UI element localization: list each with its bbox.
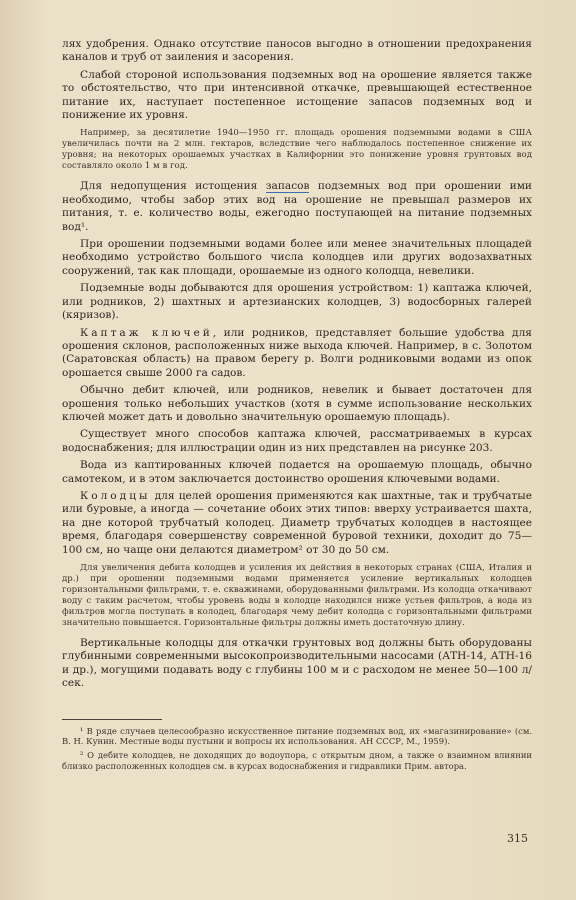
paragraph: [62, 490, 532, 557]
text-run: Для недопущения истощения: [80, 180, 266, 193]
note-paragraph: Например, за десятилетие 1940—1950 гг. площадь орошения подземными водами в США увеличилась почти на 2 млн. гектаров, вследствие чего наблюдалось постепенное снижение их уровня; на некоторых орошаемых участках в Калифорнии это понижение уровня грунтовых вод составляло около 1 м в год.: [62, 128, 532, 172]
note-paragraph: Для увеличения дебита колодцев и усиления их действия в некоторых странах (США, Италия и др.) при орошении подземными водами применяется усиление вертикальных колодцев горизонтальными фильтрами, т. е. скважинами, оборудованными фильтрами. Из колодца откачивают воду с таким расчетом, чтобы уровень воды в колодце находился ниже устьев фильтров, а вода из фильтров могла поступать в колодец, благодаря чему дебит колодца с горизонтальными фильтрами значительно повышается. Горизонтальные фильтры должны иметь достаточную длину.: [62, 563, 532, 628]
paragraph: лях удобрения. Однако отсутствие паносов выгодно в отношении предохранения каналов и труб от заиления и засорения.: [62, 38, 532, 64]
paragraph: Подземные воды добываются для орошения устройством: 1) каптажа ключей, или родников, 2) шахтных и артезианских колодцев, 3) водосборных галерей (кяризов).: [62, 282, 532, 322]
spaced-term: Колодцы: [80, 489, 151, 502]
footnote: ¹ В ряде случаев целесообразно искусственное питание подземных вод, их «магазинирование» (см. В. Н. Кунин. Местные воды пустыни и вопросы их использования. АН СССР, М., 1959).: [62, 725, 532, 747]
text-run: , или родников, представляет большие удобства для орошения склонов, расположенных ниже выхода ключей. Например, в с. Золотом (Саратовская область) на правом берегу р. Волги родниковыми водами из опок орошается свыше 2000 га садов.: [62, 326, 532, 379]
paragraph: [62, 327, 532, 381]
paragraph: [62, 180, 532, 234]
spaced-term: Каптаж ключей: [80, 326, 213, 339]
text-run: подземных вод при орошении ими необходимо, чтобы забор этих вод на орошение не превышал размеров их питания, т. е. количество воды, ежегодно поступающей на питание подземных вод¹.: [62, 180, 532, 233]
footnote: ² О дебите колодцев, не доходящих до водоупора, с открытым дном, а также о взаимном влиянии близко расположенных колодцев см. в курсах водоснабжения и гидравлики Прим. автора.: [62, 750, 532, 772]
text-run: для целей орошения применяются как шахтные, так и трубчатые или буровые, а иногда — сочетание обоих этих типов: вверху устраивается шахта, на дне которой трубчатый колодец. Диаметр трубчатых колодцев в настоящее время, благодаря совершенству современной буровой техники, доходит до 75—100 см, но чаще они делаются диаметром² от 30 до 50 см.: [62, 489, 532, 556]
paragraph: Существует много способов каптажа ключей, рассматриваемых в курсах водоснабжения; для иллюстрации один из них представлен на рисунке 203.: [62, 428, 532, 454]
footnote-divider: [62, 719, 162, 720]
page-number: 315: [507, 832, 528, 845]
paragraph: Вода из каптированных ключей подается на орошаемую площадь, обычно самотеком, и в этом заключается достоинство орошения ключевыми водами.: [62, 459, 532, 485]
paragraph: Обычно дебит ключей, или родников, невелик и бывает достаточен для орошения только небольших участков (хотя в сумме использование нескольких ключей может дать и довольно значительную орошаемую площадь).: [62, 384, 532, 423]
paragraph: При орошении подземными водами более или менее значительных площадей необходимо устройство большого числа колодцев или других водозахватных сооружений, так как площади, орошаемые из одного колодца, невелики.: [62, 238, 532, 277]
underlined-word: запасов: [265, 180, 310, 193]
paragraph: Вертикальные колодцы для откачки грунтовых вод должны быть оборудованы глубинными современными высокопроизводительными насосами (АТН-14, АТН-16 и др.), могущими подавать воду с глубины 100 м и с расходом не менее 50—100 л/сек.: [62, 637, 532, 690]
paragraph: Слабой стороной использования подземных вод на орошение является также то обстоятельство, что при интенсивной откачке, превышающей естественное питание их, наступает постепенное истощение запасов подземных вод и понижение их уровня.: [62, 68, 532, 122]
